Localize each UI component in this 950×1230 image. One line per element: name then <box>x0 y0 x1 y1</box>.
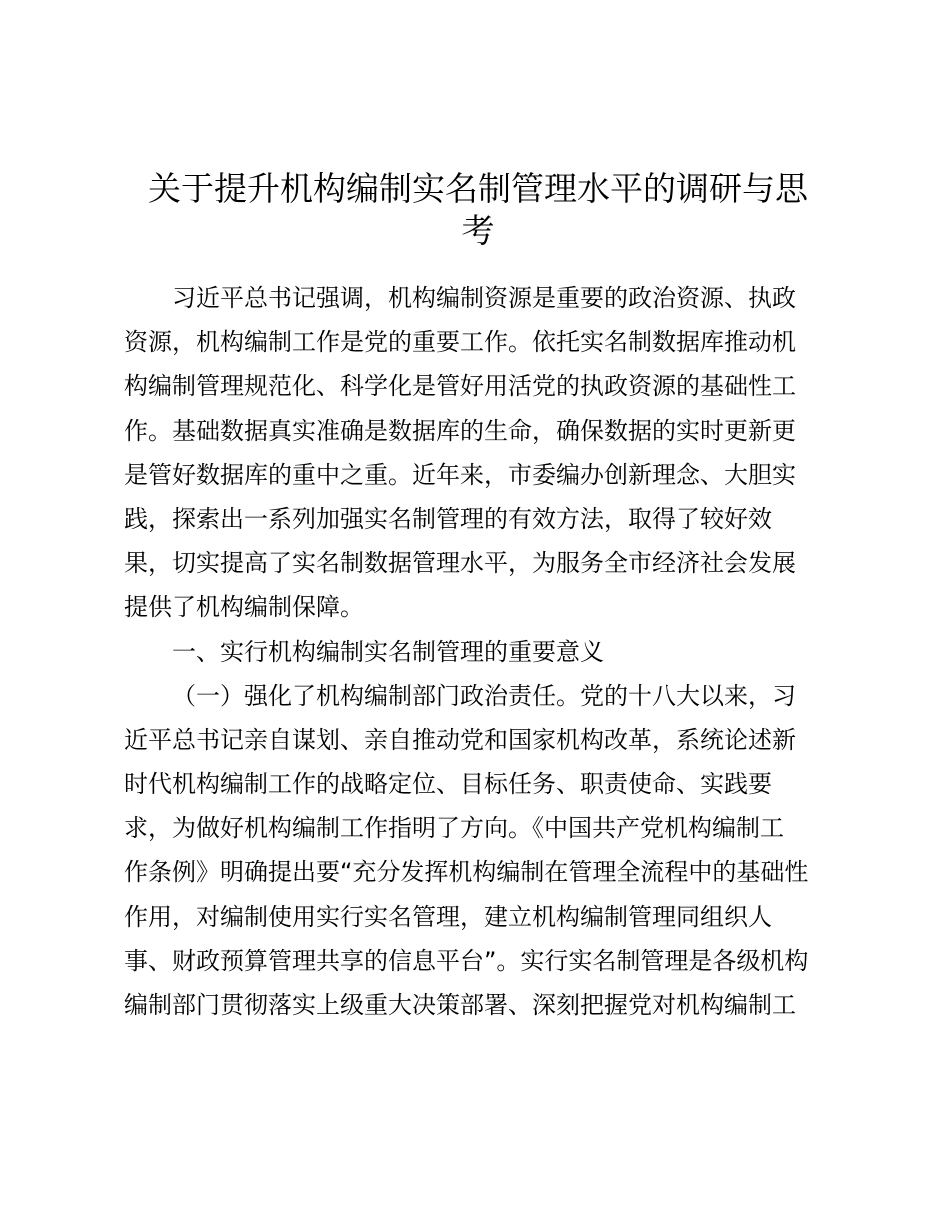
section-heading-line: 一、实行机构编制实名制管理的重要意义 <box>172 637 604 666</box>
paragraph-line: 时代机构编制工作的战略定位、目标任务、职责使命、实践要 <box>124 770 772 799</box>
paragraph-line: 资源，机构编制工作是党的重要工作。依托实名制数据库推动机 <box>124 328 796 357</box>
paragraph-line: 提供了机构编制保障。 <box>124 593 364 622</box>
paragraph-line: 编制部门贯彻落实上级重大决策部署、深刻把握党对机构编制工 <box>124 991 796 1019</box>
paragraph-subsection-1 <box>124 674 832 1028</box>
paragraph-line: 近平总书记亲自谋划、亲自推动党和国家机构改革，系统论述新 <box>124 725 796 754</box>
paragraph-line: 作。基础数据真实准确是数据库的生命，确保数据的实时更新更 <box>124 416 796 445</box>
title-line-1: 关于提升机构编制实名制管理水平的调研与思 <box>148 169 808 208</box>
section-heading-1 <box>124 630 832 674</box>
title-line-2: 考 <box>461 211 495 250</box>
paragraph-line: 践，探索出一系列加强实名制管理的有效方法，取得了较好效 <box>124 504 772 533</box>
paragraph-line: 求，为做好机构编制工作指明了方向。《中国共产党机构编制工 <box>124 814 784 843</box>
paragraph-line: 构编制管理规范化、科学化是管好用活党的执政资源的基础性工 <box>124 372 796 401</box>
paragraph-line: 事、财政预算管理共享的信息平台”。实行实名制管理是各级机构 <box>124 946 809 975</box>
document-title <box>124 168 832 252</box>
paragraph-intro <box>124 276 832 630</box>
paragraph-line: 作用，对编制使用实行实名管理，建立机构编制管理同组织人 <box>124 902 772 931</box>
paragraph-line: 习近平总书记强调，机构编制资源是重要的政治资源、执政 <box>172 284 796 312</box>
document-body <box>124 276 832 1027</box>
paragraph-line: 是管好数据库的重中之重。近年来，市委编办创新理念、大胆实 <box>124 460 796 489</box>
paragraph-line: （一）强化了机构编制部门政治责任。党的十八大以来，习 <box>172 681 796 710</box>
paragraph-line: 作条例》明确提出要“充分发挥机构编制在管理全流程中的基础性 <box>124 858 809 887</box>
paragraph-line: 果，切实提高了实名制数据管理水平，为服务全市经济社会发展 <box>124 549 796 578</box>
